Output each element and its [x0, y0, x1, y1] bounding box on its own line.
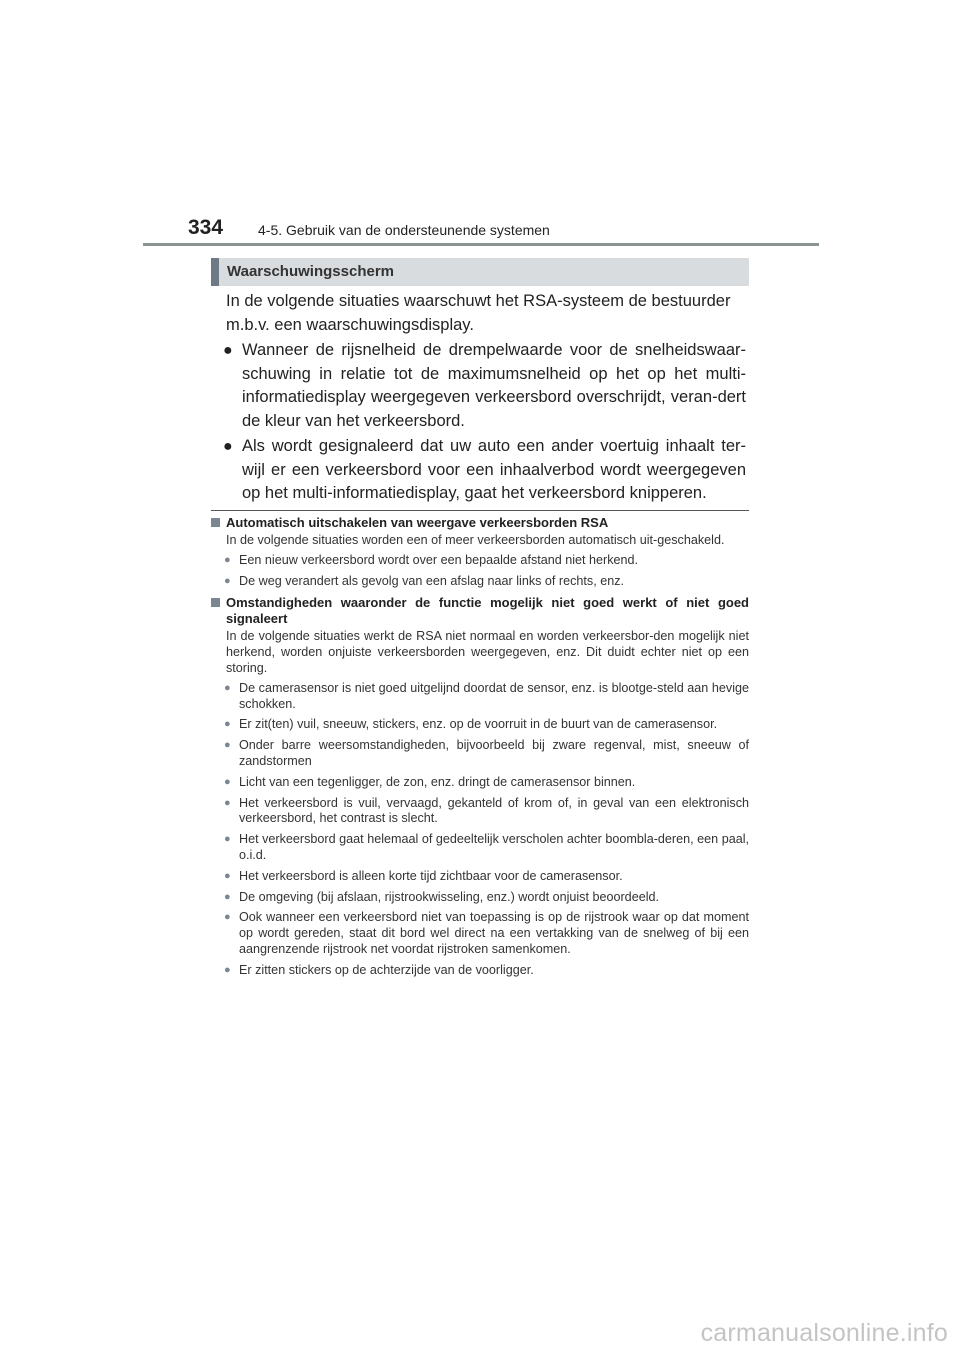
bullet-icon: ●: [224, 833, 231, 846]
bullet-icon: ●: [224, 681, 231, 694]
list-item: ● Ook wanneer een verkeersbord niet van toepassing is op de rijstrook waar op dat moment op wordt gereden, staat dit bord wel direct na een vertakking van de snelweg of bij een aangrenzende rijstrook net voordat rijstroken samenkomen.: [224, 910, 749, 956]
note-bullet-list: [211, 553, 749, 590]
bullet-icon: ●: [224, 739, 231, 752]
note-text: In de volgende situaties worden een of meer verkeersborden automatisch uit-geschakeld.: [226, 533, 725, 547]
list-item: ● Onder barre weersomstandigheden, bijvoorbeeld bij zware regenval, mist, sneeuw of zandstormen: [224, 738, 749, 768]
note-bullet-list: [211, 681, 749, 979]
note-conditions: [211, 595, 749, 978]
list-item: ● De weg verandert als gevolg van een afslag naar links of rechts, enz.: [224, 573, 625, 588]
section-divider: [211, 510, 749, 511]
square-bullet-icon: [211, 518, 220, 527]
list-item: ● Als wordt gesignaleerd dat uw auto een ander voertuig inhaalt ter-wijl er een verkeersbord voor een inhaalverbod wordt weergegeven op het multi-informatiedisplay, gaat het verkeersbord knipperen.: [223, 437, 746, 502]
bullet-icon: ●: [223, 342, 233, 359]
list-item: ● Het verkeersbord gaat helemaal of gedeeltelijk verscholen achter boombla-deren, een paal, o.i.d.: [224, 832, 749, 862]
list-item: ● Een nieuw verkeersbord wordt over een bepaalde afstand niet herkend.: [224, 552, 639, 567]
note-text: In de volgende situaties werkt de RSA niet normaal en worden verkeersbor-den mogelijk niet herkend, worden onjuiste verkeersborden weergegeven, enz. Dit duidt echter niet op een storing.: [226, 629, 749, 675]
section-heading: Waarschuwingsscherm: [227, 263, 394, 280]
bullet-icon: ●: [224, 911, 231, 924]
bullet-icon: ●: [224, 796, 231, 809]
page-number: 334: [188, 216, 224, 239]
heading-accent-bar: [211, 258, 219, 286]
section-title: 4-5. Gebruik van de ondersteunende systemen: [258, 222, 550, 238]
bullet-icon: ●: [224, 553, 231, 566]
list-item: ● Er zitten stickers op de achterzijde van de voorligger.: [224, 962, 534, 977]
bullet-icon: ●: [224, 869, 231, 882]
list-item: ● Licht van een tegenligger, de zon, enz. dringt de camerasensor binnen.: [224, 774, 636, 789]
note-heading: Automatisch uitschakelen van weergave verkeersborden RSA: [211, 515, 749, 531]
list-item: ● De omgeving (bij afslaan, rijstrookwisseling, enz.) wordt onjuist beoordeeld.: [224, 889, 659, 904]
list-item: ● Er zit(ten) vuil, sneeuw, stickers, enz. op de voorruit in de buurt van de camerasensor.: [224, 717, 718, 732]
list-item: ● Het verkeersbord is alleen korte tijd zichtbaar voor de camerasensor.: [224, 868, 623, 883]
bullet-icon: ●: [224, 890, 231, 903]
bullet-icon: ●: [224, 963, 231, 976]
square-bullet-icon: [211, 598, 220, 607]
list-item: ● Wanneer de rijsnelheid de drempelwaarde voor de snelheidswaar-schuwing in relatie tot de maximumsnelheid op het op het multi-informatiedisplay weergegeven verkeersbord overschrijdt, veran-dert de kleur van het verkeersbord.: [223, 341, 746, 430]
watermark: carmanualsonline.info: [700, 1319, 948, 1347]
notes-section: [211, 515, 749, 985]
bullet-icon: ●: [224, 775, 231, 788]
bullet-icon: ●: [224, 718, 231, 731]
list-item: ● De camerasensor is niet goed uitgelijnd doordat de sensor, enz. is blootge-steld aan hevige schokken.: [224, 680, 749, 711]
section-heading-box: [211, 258, 749, 286]
bullet-icon: ●: [223, 438, 233, 455]
intro-paragraph: In de volgende situaties waarschuwt het RSA-systeem de bestuurder m.b.v. een waarschuwingsdisplay.: [226, 292, 731, 334]
warning-bullet-list: [223, 339, 746, 508]
note-heading: Omstandigheden waaronder de functie mogelijk niet goed werkt of niet goed signaleert: [211, 595, 749, 627]
list-item: ● Het verkeersbord is vuil, vervaagd, gekanteld of krom of, in geval van een elektronisch verkeersbord, het contrast is slecht.: [224, 795, 749, 826]
bullet-icon: ●: [224, 574, 231, 587]
header-divider: [143, 243, 819, 246]
note-auto-off: [211, 515, 749, 589]
